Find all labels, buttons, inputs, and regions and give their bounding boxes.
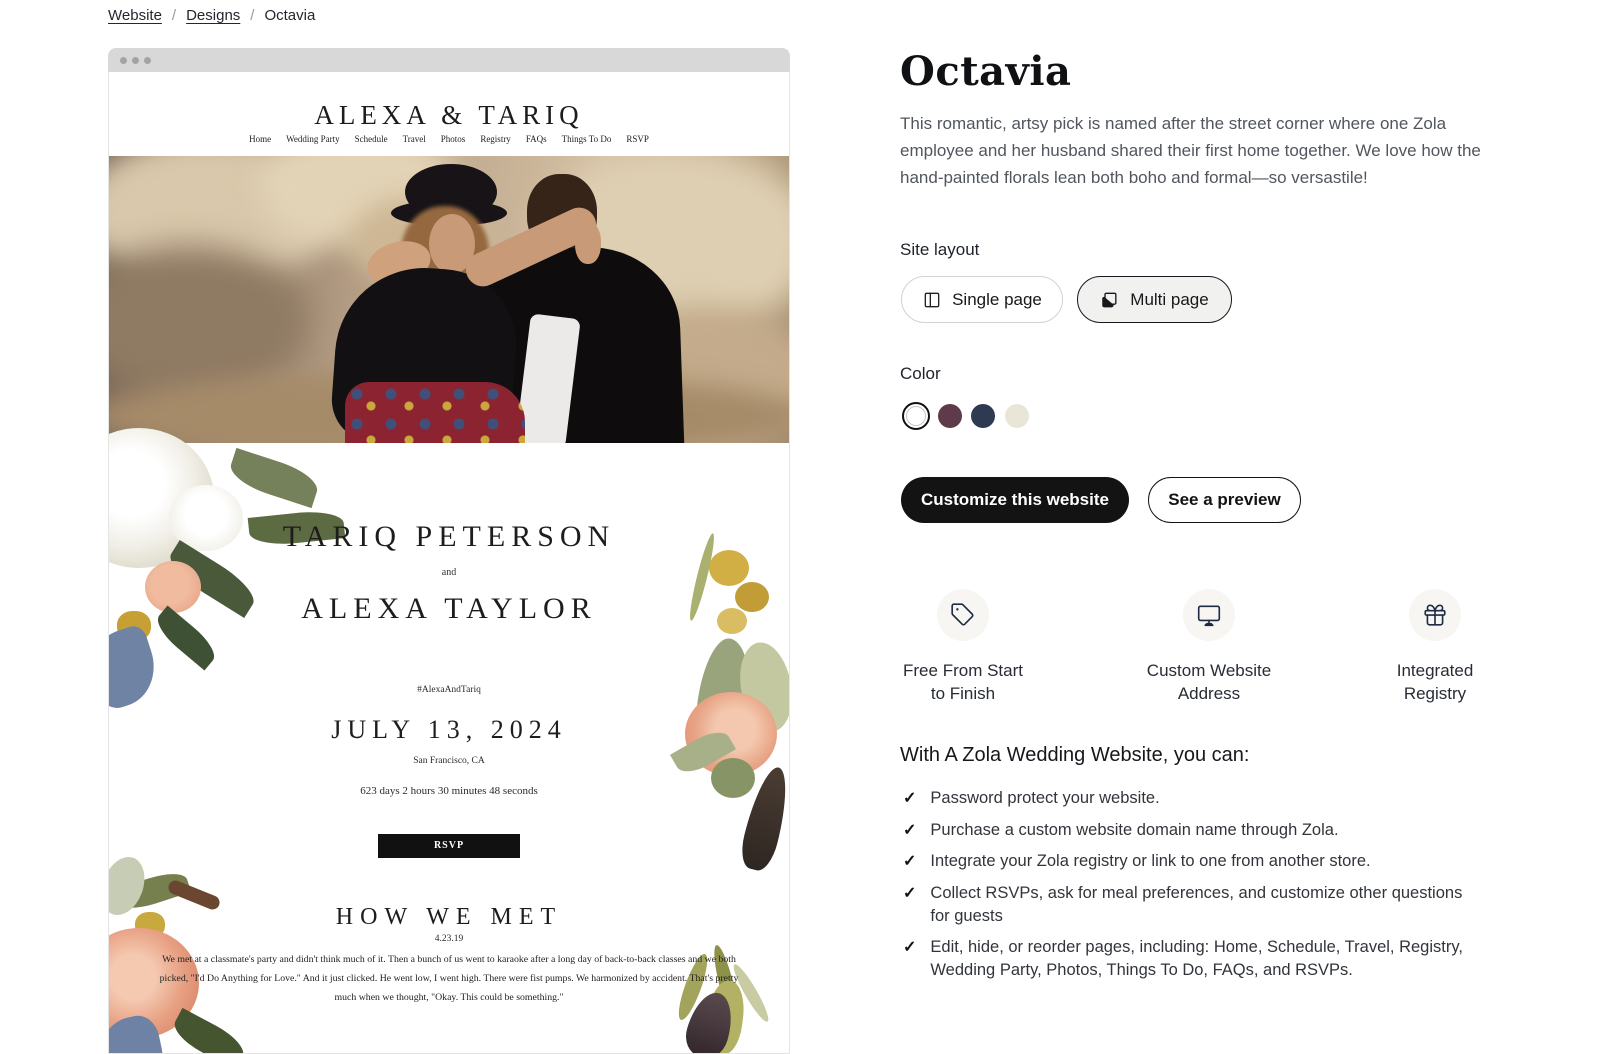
- tag-icon: [937, 589, 989, 641]
- benefit-item: [903, 787, 1160, 810]
- preview-nav-item: Things To Do: [561, 134, 612, 144]
- breadcrumb-current: Octavia: [264, 7, 316, 24]
- benefit-text: Password protect your website.: [930, 789, 1160, 807]
- color-swatch-navy[interactable]: [971, 404, 995, 428]
- page-title: Octavia: [900, 48, 1072, 95]
- preview-nav-item: Home: [249, 134, 272, 144]
- preview-page: [108, 72, 790, 1054]
- preview-how-we-met-story: We met at a classmate's party and didn't think much of it. Then a bunch of us went to karaoke after a long day of back-to-back classes and we both picked, "I'd Do Anything for Love." And it just clicked. He went low, I went high. There were fist pumps. We harmonized by accident. That's pretty much when we thought, "Okay. This could be something.": [159, 954, 739, 1003]
- single-page-button[interactable]: [901, 276, 1063, 323]
- customize-website-button[interactable]: Customize this website: [901, 477, 1129, 523]
- preview-partner1-name: TARIQ PETERSON: [282, 520, 616, 553]
- hero-photo: [109, 156, 789, 443]
- feature-free-label: Free From Start to Finish: [903, 661, 1023, 703]
- gift-icon: [1409, 589, 1461, 641]
- preview-and-label: and: [441, 567, 457, 578]
- design-description: This romantic, artsy pick is named after the street corner where one Zola employee and her husband shared their first home together. We love how the hand-painted florals lean both boho and formal—so versastile!: [900, 114, 1481, 187]
- breadcrumb-designs-link[interactable]: Designs: [186, 7, 241, 24]
- feature-custom-address-label: Custom Website Address: [1146, 661, 1272, 703]
- feature-custom-address: [1119, 589, 1299, 705]
- preview-nav-item: Schedule: [354, 134, 388, 144]
- benefit-text: Edit, hide, or reorder pages, including: Home, Schedule, Travel, Registry, Wedding Party, Photos, Things To Do, FAQs, and RSVPs.: [930, 938, 1463, 979]
- preview-site-title: ALEXA & TARIQ: [314, 100, 584, 130]
- multi-page-label: Multi page: [1130, 289, 1209, 309]
- multi-page-icon: [1100, 290, 1120, 310]
- preview-wedding-date: JULY 13, 2024: [331, 715, 567, 744]
- floral-decoration-top-left: [109, 443, 324, 673]
- preview-how-we-met-date: 4.23.19: [434, 934, 464, 944]
- window-control-dot: [144, 57, 151, 64]
- preview-countdown: 623 days 2 hours 30 minutes 48 seconds: [360, 785, 538, 797]
- single-page-label: Single page: [952, 289, 1042, 309]
- feature-registry: [1345, 589, 1525, 705]
- multi-page-button[interactable]: [1077, 276, 1232, 323]
- preview-hashtag: #AlexaAndTariq: [417, 685, 481, 695]
- breadcrumb-separator: /: [250, 7, 255, 24]
- single-page-icon: [922, 290, 942, 310]
- design-preview[interactable]: [108, 48, 790, 1054]
- feature-free: [873, 589, 1053, 705]
- preview-how-we-met-title: HOW WE MET: [335, 904, 563, 930]
- preview-nav-item: Photos: [440, 134, 466, 144]
- check-icon: ✓: [903, 853, 917, 870]
- benefit-text: Integrate your Zola registry or link to one from another store.: [930, 852, 1371, 870]
- color-label: Color: [900, 364, 941, 383]
- benefit-item: [903, 819, 1339, 842]
- check-icon: ✓: [903, 822, 917, 839]
- browser-chrome-bar: [108, 48, 790, 72]
- benefit-item: [903, 936, 1470, 982]
- benefit-text: Purchase a custom website domain name through Zola.: [930, 821, 1339, 839]
- see-preview-button[interactable]: See a preview: [1148, 477, 1301, 523]
- couple-figure-shape: [575, 222, 601, 264]
- color-swatch-plum[interactable]: [938, 404, 962, 428]
- preview-nav-item: Registry: [480, 134, 511, 144]
- benefit-item: [903, 850, 1371, 873]
- leaf-shape: [226, 448, 322, 508]
- leaf-shape: [168, 1008, 249, 1054]
- breadcrumb-website-link[interactable]: Website: [108, 7, 162, 24]
- color-swatch-white: [906, 406, 926, 426]
- monitor-icon: [1183, 589, 1235, 641]
- preview-rsvp-button[interactable]: RSVP: [378, 834, 520, 858]
- couple-figure-shape: [345, 382, 525, 443]
- preview-nav-item: Wedding Party: [286, 134, 340, 144]
- breadcrumb: [108, 7, 315, 24]
- window-control-dot: [132, 57, 139, 64]
- window-control-dot: [120, 57, 127, 64]
- preview-location: San Francisco, CA: [413, 756, 485, 766]
- color-swatch-cream[interactable]: [1005, 404, 1029, 428]
- feature-registry-label: Integrated Registry: [1396, 661, 1474, 703]
- breadcrumb-separator: /: [171, 7, 177, 24]
- color-swatch-white-selected[interactable]: [902, 402, 930, 430]
- leaf-shape: [108, 623, 165, 713]
- preview-nav-item: FAQs: [525, 134, 547, 144]
- preview-partner2-name: ALEXA TAYLOR: [301, 592, 597, 625]
- preview-nav-item: RSVP: [626, 134, 649, 144]
- preview-nav-item: Travel: [402, 134, 426, 144]
- preview-nav: [109, 134, 789, 144]
- check-icon: ✓: [903, 885, 917, 902]
- check-icon: ✓: [903, 939, 917, 956]
- check-icon: ✓: [903, 790, 917, 807]
- site-layout-label: Site layout: [900, 240, 980, 259]
- benefit-item: [903, 882, 1470, 928]
- benefits-heading: With A Zola Wedding Website, you can:: [900, 744, 1250, 766]
- benefit-text: Collect RSVPs, ask for meal preferences, and customize other questions for guests: [930, 884, 1463, 925]
